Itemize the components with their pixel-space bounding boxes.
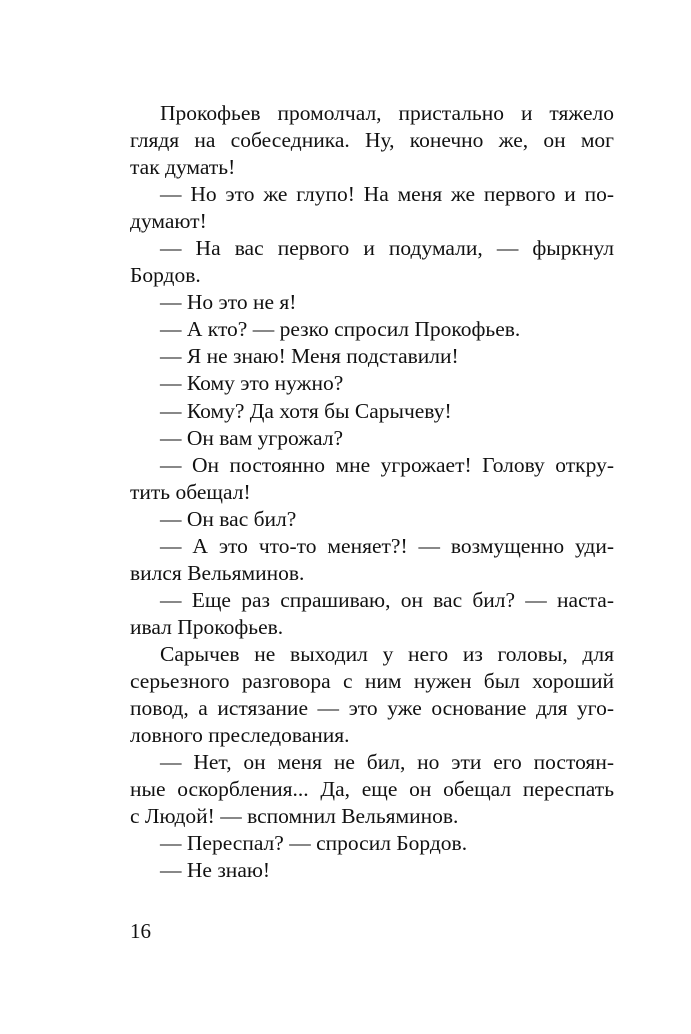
text-line: вился Вельяминов. bbox=[130, 560, 305, 585]
paragraph bbox=[130, 749, 614, 830]
text-line: тить обещал! bbox=[130, 479, 251, 504]
paragraph bbox=[130, 533, 614, 587]
text-line: — Но это не я! bbox=[160, 290, 297, 315]
text-line: серьезного разговора с ним нужен был хороший bbox=[130, 668, 614, 693]
text-line: — А это что-то меняет?! — возмущенно уди- bbox=[160, 533, 614, 558]
paragraph bbox=[130, 425, 614, 452]
paragraph bbox=[130, 398, 614, 425]
text-line: — Он вас бил? bbox=[160, 506, 297, 531]
text-line: Бордов. bbox=[130, 263, 201, 288]
text-line: — Кому это нужно? bbox=[160, 371, 344, 396]
text-line: ловного преследования. bbox=[130, 723, 350, 748]
paragraph bbox=[130, 830, 614, 857]
text-line: — На вас первого и подумали, — фыркнул bbox=[160, 236, 614, 261]
text-line: с Людой! — вспомнил Вельяминов. bbox=[130, 804, 459, 829]
paragraph bbox=[130, 289, 614, 316]
page-text bbox=[130, 100, 614, 884]
paragraph bbox=[130, 343, 614, 370]
paragraph bbox=[130, 641, 614, 749]
text-line: — Кому? Да хотя бы Сарычеву! bbox=[160, 398, 452, 423]
text-line: — Но это же глупо! На меня же первого и по- bbox=[160, 182, 614, 207]
paragraph bbox=[130, 235, 614, 289]
text-line: ивал Прокофьев. bbox=[130, 614, 284, 639]
paragraph bbox=[130, 452, 614, 506]
text-line: — Нет, он меня не бил, но эти его постоян- bbox=[160, 750, 614, 775]
text-line: повод, а истязание — это уже основание для уго- bbox=[130, 696, 614, 721]
text-line: — Переспал? — спросил Бордов. bbox=[160, 831, 468, 856]
paragraph bbox=[130, 100, 614, 181]
text-line: — Еще раз спрашиваю, он вас бил? — наста- bbox=[160, 587, 614, 612]
paragraph bbox=[130, 587, 614, 641]
page-number: 16 bbox=[130, 919, 151, 943]
text-line: думают! bbox=[130, 209, 207, 234]
paragraph bbox=[130, 181, 614, 235]
text-line: ные оскорбления... Да, еще он обещал переспать bbox=[130, 777, 614, 802]
paragraph bbox=[130, 857, 614, 884]
text-line: так думать! bbox=[130, 155, 236, 180]
paragraph bbox=[130, 506, 614, 533]
paragraph bbox=[130, 370, 614, 397]
text-line: — Не знаю! bbox=[160, 858, 271, 883]
text-line: Прокофьев промолчал, пристально и тяжело bbox=[160, 101, 614, 125]
text-line: — Он вам угрожал? bbox=[160, 425, 344, 450]
paragraph bbox=[130, 316, 614, 343]
text-line: — А кто? — резко спросил Прокофьев. bbox=[160, 317, 521, 342]
text-line: глядя на собеседника. Ну, конечно же, он мог bbox=[130, 128, 614, 153]
text-line: — Он постоянно мне угрожает! Голову откру- bbox=[160, 452, 614, 477]
text-line: Сарычев не выходил у него из головы, для bbox=[160, 641, 614, 666]
text-line: — Я не знаю! Меня подставили! bbox=[160, 344, 459, 369]
